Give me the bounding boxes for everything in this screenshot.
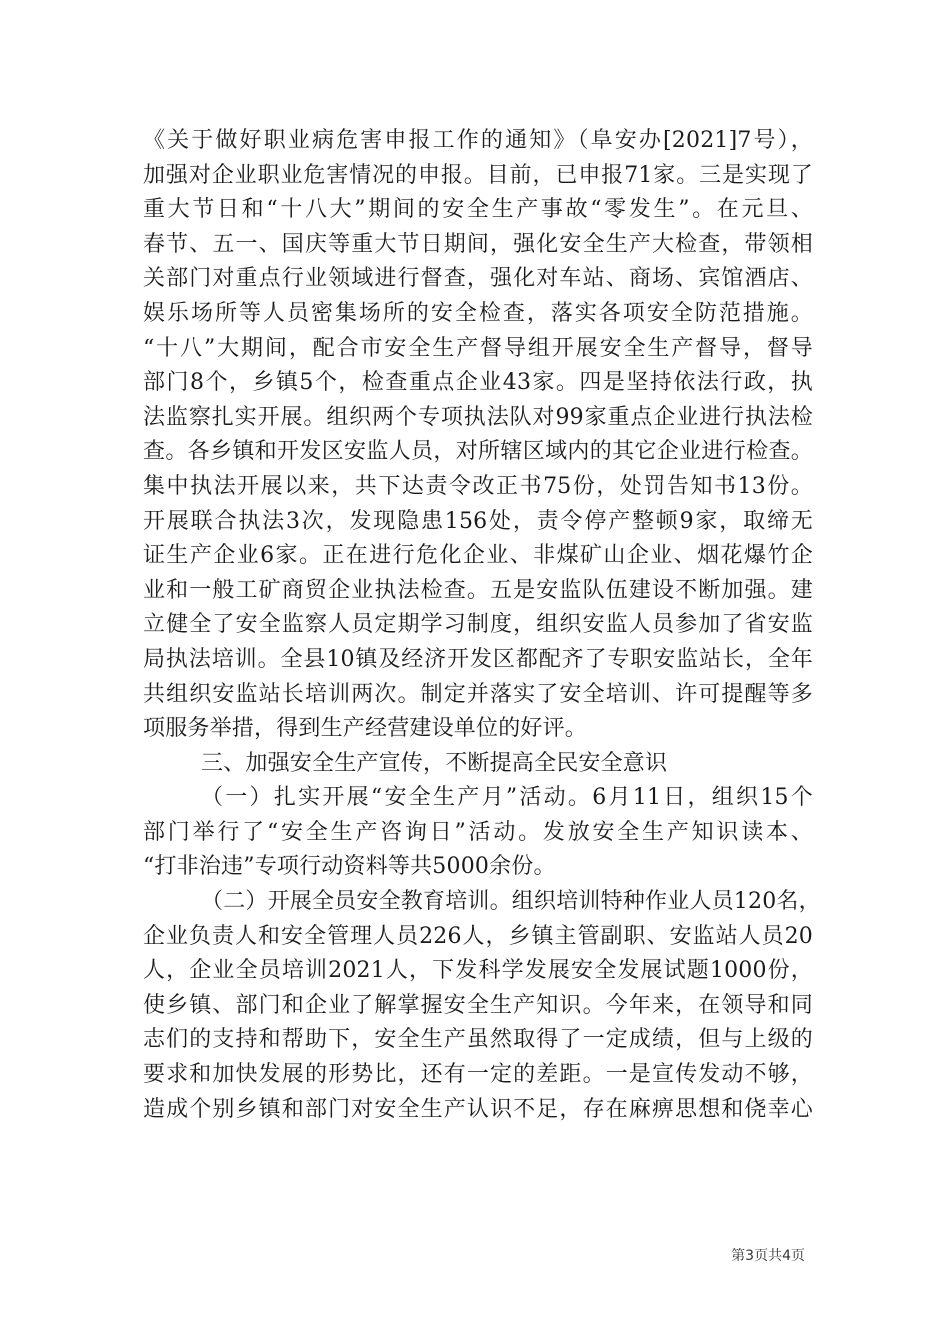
text-line: 志们的支持和帮助下，安全生产虽然取得了一定成绩，但与上级的 [143,1027,813,1053]
document-body [143,124,821,1127]
text-line: 查。各乡镇和开发区安监人员，对所辖区域内的其它企业进行检查。 [143,439,813,465]
text-line: 部门8个，乡镇5个，检查重点企业43家。四是坚持依法行政，执 [143,370,813,396]
text-line: 法监察扎实开展。组织两个专项执法队对99家重点企业进行执法检 [143,404,813,430]
text-line: 《关于做好职业病危害申报工作的通知》（阜安办[2021]7号）， [143,128,813,153]
text-line: 立健全了安全监察人员定期学习制度，组织安监人员参加了省安监 [143,612,813,638]
text-line: 造成个别乡镇和部门对安全生产认识不足，存在麻痹思想和侥幸心 [143,1096,813,1122]
text-line: 使乡镇、部门和企业了解掌握安全生产知识。今年来，在领导和同 [143,992,813,1018]
text-line: 部门举行了“安全生产咨询日”活动。发放安全生产知识读本、 [143,819,813,845]
page-number: 第3页共4页 [731,1248,805,1264]
text-line: 娱乐场所等人员密集场所的安全检查，落实各项安全防范措施。 [143,300,813,326]
text-line: 春节、五一、国庆等重大节日期间，强化安全生产大检查，带领相 [143,231,813,257]
text-line: （二）开展全员安全教育培训。组织培训特种作业人员120名， [201,889,821,915]
text-line: 证生产企业6家。正在进行危化企业、非煤矿山企业、烟花爆竹企 [143,543,813,569]
text-line: 人，企业全员培训2021人，下发科学发展安全发展试题1000份， [143,958,813,984]
text-line: 加强对企业职业危害情况的申报。目前，已申报71家。三是实现了 [143,162,813,188]
text-line: 业和一般工矿商贸企业执法检查。五是安监队伍建设不断加强。建 [143,577,813,603]
text-line: 企业负责人和安全管理人员226人，乡镇主管副职、安监站人员20 [143,923,813,949]
text-line: 开展联合执法3次，发现隐患156处，责令停产整顿9家，取缔无 [143,508,813,534]
text-line: 关部门对重点行业领域进行督查，强化对车站、商场、宾馆酒店、 [143,266,813,292]
text-line: 局执法培训。全县10镇及经济开发区都配齐了专职安监站长，全年 [143,646,813,672]
text-line: “打非治违”专项行动资料等共5000余份。 [143,854,556,880]
text-line: 共组织安监站长培训两次。制定并落实了安全培训、许可提醒等多 [143,681,813,707]
section-heading: 三、加强安全生产宣传，不断提高全民安全意识 [201,750,668,776]
text-line: （一）扎实开展“安全生产月”活动。6月11日，组织15个 [201,785,813,811]
text-line: 集中执法开展以来，共下达责令改正书75份，处罚告知书13份。 [143,473,813,499]
text-line: 要求和加快发展的形势比，还有一定的差距。一是宣传发动不够， [143,1062,813,1088]
text-line: 项服务举措，得到生产经营建设单位的好评。 [143,716,588,742]
text-line: “十八”大期间，配合市安全生产督导组开展安全生产督导，督导 [143,335,813,361]
text-line: 重大节日和“十八大”期间的安全生产事故“零发生”。在元旦、 [143,197,813,223]
